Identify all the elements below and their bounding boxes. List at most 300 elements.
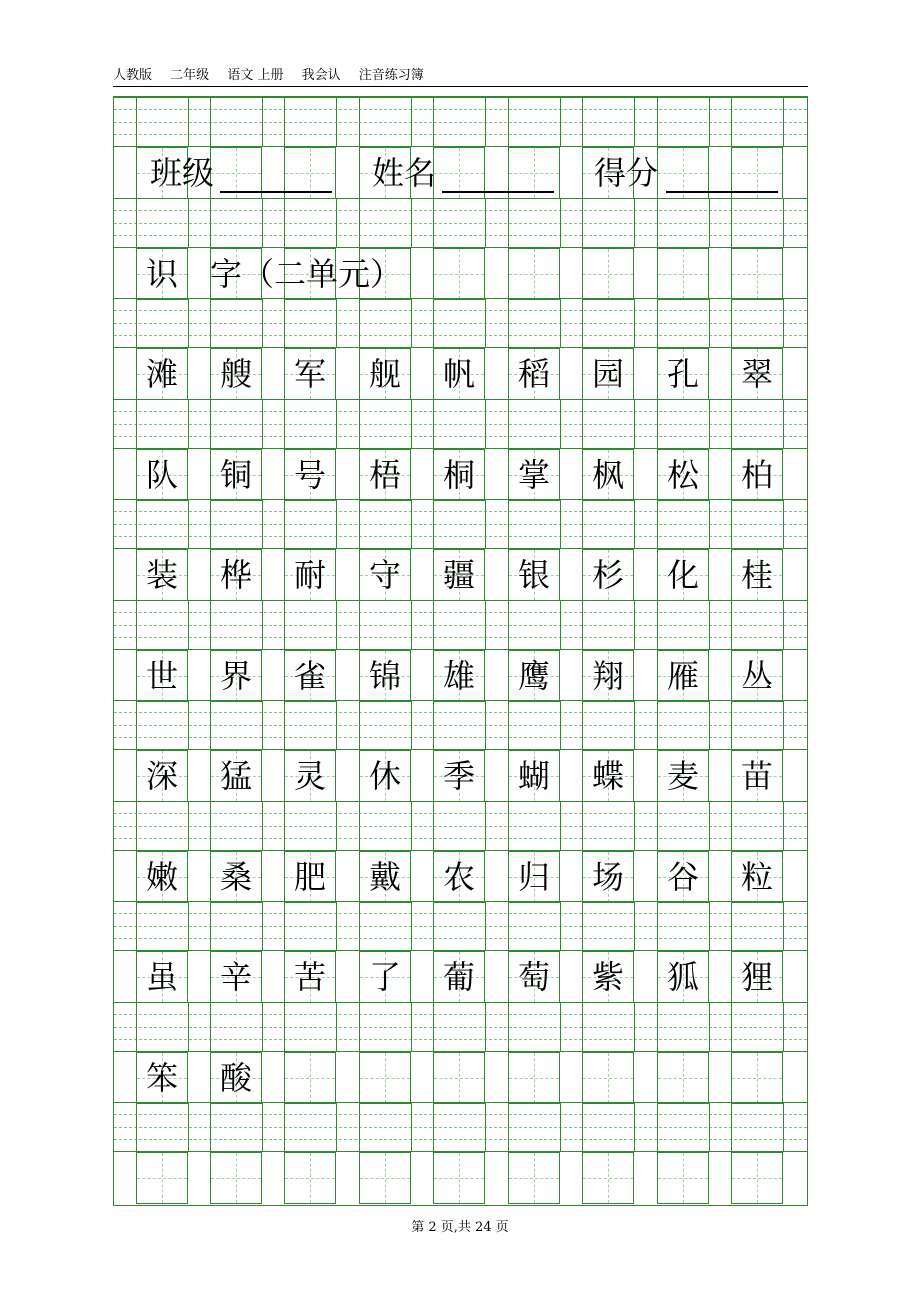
tianzige-cell[interactable]	[731, 549, 783, 601]
pinyin-divider	[657, 499, 658, 549]
pinyin-divider	[731, 298, 732, 348]
tianzige-cell[interactable]	[136, 1052, 188, 1104]
tianzige-cell[interactable]	[359, 650, 411, 702]
tianzige-cell[interactable]	[508, 750, 560, 802]
tianzige-cell[interactable]	[284, 750, 336, 802]
pinyin-divider	[485, 700, 486, 750]
pinyin-divider	[783, 700, 784, 750]
pinyin-divider	[485, 901, 486, 951]
character: 园	[591, 355, 624, 393]
pinyin-line	[114, 725, 807, 726]
tianzige-cell[interactable]	[731, 348, 783, 400]
pinyin-divider	[336, 97, 337, 147]
pinyin-line	[114, 436, 807, 437]
tianzige-cell[interactable]	[210, 750, 262, 802]
pinyin-line	[114, 1102, 807, 1103]
character: 号	[293, 456, 326, 494]
pinyin-line	[114, 134, 807, 135]
pinyin-divider	[731, 600, 732, 650]
pinyin-line	[114, 938, 807, 939]
character: 锦	[368, 657, 401, 695]
pinyin-line	[114, 223, 807, 224]
tianzige-cell[interactable]	[433, 449, 485, 501]
character: 桐	[442, 456, 475, 494]
pinyin-divider	[433, 700, 434, 750]
pinyin-divider	[284, 298, 285, 348]
tianzige-cell[interactable]	[657, 1052, 709, 1104]
pinyin-divider	[188, 198, 189, 248]
tianzige-cell[interactable]	[359, 1052, 411, 1104]
pinyin-divider	[284, 499, 285, 549]
pinyin-divider	[433, 1102, 434, 1152]
pinyin-divider	[210, 298, 211, 348]
tianzige-cell[interactable]	[582, 650, 634, 702]
pinyin-divider	[731, 1002, 732, 1052]
pinyin-divider	[210, 600, 211, 650]
tianzige-cell[interactable]	[731, 650, 783, 702]
character: 休	[368, 757, 401, 795]
pinyin-divider	[560, 97, 561, 147]
tianzige-cell[interactable]	[284, 951, 336, 1003]
pinyin-divider	[433, 499, 434, 549]
tianzige-cell[interactable]	[359, 1152, 411, 1204]
pinyin-divider	[411, 801, 412, 851]
pinyin-divider	[634, 1002, 635, 1052]
pinyin-line	[114, 838, 807, 839]
tianzige-cell[interactable]	[433, 851, 485, 903]
page-header	[113, 64, 808, 86]
pinyin-band	[114, 198, 807, 248]
character: 萄	[517, 958, 550, 996]
pinyin-divider	[411, 298, 412, 348]
character: 雁	[666, 657, 699, 695]
tianzige-cell[interactable]	[731, 1052, 783, 1104]
pinyin-divider	[359, 600, 360, 650]
character: 梧	[368, 456, 401, 494]
pinyin-line	[114, 637, 807, 638]
tianzige-cell[interactable]	[508, 951, 560, 1003]
tianzige-cell[interactable]	[508, 348, 560, 400]
pinyin-divider	[336, 901, 337, 951]
character: 舰	[368, 355, 401, 393]
pinyin-divider	[188, 600, 189, 650]
tianzige-cell[interactable]	[210, 851, 262, 903]
pinyin-divider	[709, 1102, 710, 1152]
pinyin-divider	[560, 700, 561, 750]
character: 鹰	[517, 657, 550, 695]
pinyin-divider	[411, 97, 412, 147]
tianzige-cell[interactable]	[657, 449, 709, 501]
character: 翔	[591, 657, 624, 695]
pinyin-divider	[359, 198, 360, 248]
pinyin-divider	[783, 1102, 784, 1152]
pinyin-divider	[634, 801, 635, 851]
pinyin-divider	[336, 801, 337, 851]
tianzige-cell[interactable]	[433, 348, 485, 400]
tianzige-cell[interactable]	[136, 851, 188, 903]
pinyin-divider	[508, 399, 509, 449]
pinyin-divider	[508, 198, 509, 248]
character-row	[114, 549, 807, 601]
pinyin-divider	[359, 801, 360, 851]
pinyin-divider	[433, 801, 434, 851]
pinyin-divider	[731, 399, 732, 449]
tianzige-cell[interactable]	[136, 549, 188, 601]
pinyin-divider	[634, 97, 635, 147]
pinyin-divider	[709, 198, 710, 248]
pinyin-line	[114, 1139, 807, 1140]
tianzige-cell[interactable]	[433, 951, 485, 1003]
character: 季	[442, 757, 475, 795]
pinyin-divider	[210, 399, 211, 449]
tianzige-cell[interactable]	[284, 851, 336, 903]
pinyin-line	[114, 1014, 807, 1015]
tianzige-cell[interactable]	[508, 851, 560, 903]
pinyin-line	[114, 524, 807, 525]
tianzige-cell[interactable]	[433, 650, 485, 702]
tianzige-cell[interactable]	[582, 750, 634, 802]
character: 杉	[591, 556, 624, 594]
name-blank-line[interactable]	[442, 191, 554, 193]
pinyin-band	[114, 1102, 807, 1152]
pinyin-divider	[634, 1102, 635, 1152]
tianzige-cell[interactable]	[508, 449, 560, 501]
character: 世	[145, 657, 178, 695]
pinyin-divider	[485, 97, 486, 147]
pinyin-divider	[508, 901, 509, 951]
pinyin-divider	[136, 499, 137, 549]
tianzige-cell[interactable]	[136, 750, 188, 802]
character: 孔	[666, 355, 699, 393]
character: 狸	[740, 958, 773, 996]
character: 蝶	[591, 757, 624, 795]
tianzige-cell[interactable]	[582, 851, 634, 903]
character: 粒	[740, 858, 773, 896]
pinyin-divider	[657, 298, 658, 348]
pinyin-divider	[433, 901, 434, 951]
pinyin-divider	[336, 700, 337, 750]
tianzige-cell[interactable]	[508, 650, 560, 702]
tianzige-cell[interactable]	[657, 549, 709, 601]
tianzige-cell[interactable]	[136, 1152, 188, 1204]
pinyin-divider	[657, 600, 658, 650]
pinyin-line	[114, 901, 807, 902]
tianzige-cell[interactable]	[433, 248, 485, 300]
character: 葡	[442, 958, 475, 996]
tianzige-cell[interactable]	[359, 449, 411, 501]
pinyin-divider	[508, 499, 509, 549]
character: 界	[219, 657, 252, 695]
pinyin-divider	[188, 499, 189, 549]
tianzige-cell[interactable]	[210, 449, 262, 501]
tianzige-cell[interactable]	[582, 951, 634, 1003]
pinyin-divider	[284, 399, 285, 449]
pinyin-divider	[336, 298, 337, 348]
character: 麦	[666, 757, 699, 795]
pinyin-divider	[709, 499, 710, 549]
pinyin-divider	[262, 399, 263, 449]
pinyin-line	[114, 700, 807, 701]
tianzige-cell[interactable]	[359, 951, 411, 1003]
pinyin-line	[114, 310, 807, 311]
pinyin-divider	[709, 901, 710, 951]
character: 猛	[219, 757, 252, 795]
class-blank-line[interactable]	[220, 191, 332, 193]
header-edition: 人教版	[113, 68, 153, 83]
pinyin-line	[114, 1027, 807, 1028]
header-book: 注音练习簿	[358, 68, 424, 83]
pinyin-divider	[336, 600, 337, 650]
pinyin-divider	[783, 600, 784, 650]
character: 掌	[517, 456, 550, 494]
pinyin-divider	[582, 1102, 583, 1152]
pinyin-divider	[411, 499, 412, 549]
pinyin-divider	[284, 97, 285, 147]
tianzige-cell[interactable]	[210, 549, 262, 601]
tianzige-cell[interactable]	[433, 750, 485, 802]
pinyin-divider	[709, 97, 710, 147]
tianzige-cell[interactable]	[136, 951, 188, 1003]
tianzige-cell[interactable]	[359, 851, 411, 903]
pinyin-divider	[508, 1002, 509, 1052]
tianzige-cell[interactable]	[284, 549, 336, 601]
character: 军	[293, 355, 326, 393]
pinyin-divider	[188, 97, 189, 147]
character: 疆	[442, 556, 475, 594]
tianzige-cell[interactable]	[210, 348, 262, 400]
pinyin-divider	[411, 901, 412, 951]
tianzige-cell[interactable]	[284, 650, 336, 702]
pinyin-line	[114, 801, 807, 802]
pinyin-divider	[262, 97, 263, 147]
pinyin-divider	[210, 97, 211, 147]
tianzige-cell[interactable]	[210, 1052, 262, 1104]
pinyin-divider	[783, 298, 784, 348]
pinyin-divider	[359, 97, 360, 147]
tianzige-cell[interactable]	[582, 449, 634, 501]
character-row	[114, 951, 807, 1003]
tianzige-cell[interactable]	[136, 348, 188, 400]
pinyin-band	[114, 499, 807, 549]
tianzige-cell[interactable]	[433, 549, 485, 601]
pinyin-divider	[411, 600, 412, 650]
character: 银	[517, 556, 550, 594]
character: 桂	[740, 556, 773, 594]
pinyin-divider	[411, 1002, 412, 1052]
character: 场	[591, 858, 624, 896]
pinyin-divider	[284, 901, 285, 951]
tianzige-cell[interactable]	[433, 1152, 485, 1204]
pinyin-line	[114, 109, 807, 110]
pinyin-line	[114, 499, 807, 500]
pinyin-divider	[210, 901, 211, 951]
header-section: 我会认	[301, 68, 341, 83]
pinyin-divider	[560, 801, 561, 851]
character-row	[114, 348, 807, 400]
tianzige-cell[interactable]	[359, 750, 411, 802]
pinyin-divider	[560, 901, 561, 951]
character: 枫	[591, 456, 624, 494]
pinyin-line	[114, 625, 807, 626]
pinyin-divider	[582, 399, 583, 449]
pinyin-divider	[262, 801, 263, 851]
tianzige-cell[interactable]	[284, 348, 336, 400]
tianzige-cell[interactable]	[136, 449, 188, 501]
pinyin-divider	[485, 298, 486, 348]
pinyin-divider	[433, 198, 434, 248]
tianzige-cell[interactable]	[731, 750, 783, 802]
pinyin-divider	[731, 901, 732, 951]
pinyin-divider	[783, 97, 784, 147]
pinyin-line	[114, 198, 807, 199]
tianzige-cell[interactable]	[582, 1052, 634, 1104]
tianzige-cell[interactable]	[657, 851, 709, 903]
pinyin-line	[114, 737, 807, 738]
tianzige-cell[interactable]	[284, 1152, 336, 1204]
pinyin-divider	[433, 600, 434, 650]
pinyin-divider	[262, 198, 263, 248]
character: 桦	[219, 556, 252, 594]
pinyin-divider	[657, 1102, 658, 1152]
character: 丛	[740, 657, 773, 695]
pinyin-divider	[485, 1002, 486, 1052]
header-rule	[113, 86, 808, 87]
pinyin-divider	[582, 600, 583, 650]
pinyin-divider	[136, 901, 137, 951]
pinyin-divider	[508, 97, 509, 147]
header-grade: 二年级	[170, 68, 210, 83]
pinyin-line	[114, 1114, 807, 1115]
pinyin-divider	[657, 700, 658, 750]
pinyin-divider	[136, 298, 137, 348]
pinyin-line	[114, 600, 807, 601]
tianzige-cell[interactable]	[210, 650, 262, 702]
character: 帆	[442, 355, 475, 393]
character-row	[114, 147, 807, 199]
tianzige-cell[interactable]	[731, 449, 783, 501]
tianzige-cell[interactable]	[582, 1152, 634, 1204]
character: 松	[666, 456, 699, 494]
pinyin-line	[114, 122, 807, 123]
pinyin-divider	[262, 901, 263, 951]
character: 柏	[740, 456, 773, 494]
pinyin-divider	[508, 1102, 509, 1152]
pinyin-divider	[634, 600, 635, 650]
pinyin-divider	[731, 499, 732, 549]
tianzige-cell[interactable]	[359, 549, 411, 601]
pinyin-divider	[359, 499, 360, 549]
pinyin-divider	[634, 901, 635, 951]
pinyin-line	[114, 612, 807, 613]
tianzige-cell[interactable]	[284, 1052, 336, 1104]
character: 雄	[442, 657, 475, 695]
character: 深	[145, 757, 178, 795]
pinyin-divider	[359, 901, 360, 951]
pinyin-line	[114, 511, 807, 512]
pinyin-divider	[262, 1102, 263, 1152]
pinyin-divider	[657, 801, 658, 851]
pinyin-divider	[582, 97, 583, 147]
pinyin-divider	[433, 399, 434, 449]
tianzige-cell[interactable]	[731, 248, 783, 300]
pinyin-divider	[336, 1002, 337, 1052]
pinyin-divider	[210, 700, 211, 750]
tianzige-cell[interactable]	[582, 549, 634, 601]
tianzige-cell[interactable]	[433, 1052, 485, 1104]
pinyin-divider	[560, 298, 561, 348]
tianzige-cell[interactable]	[508, 1052, 560, 1104]
tianzige-cell[interactable]	[731, 1152, 783, 1204]
pinyin-divider	[411, 700, 412, 750]
tianzige-cell[interactable]	[284, 449, 336, 501]
pinyin-divider	[284, 600, 285, 650]
pinyin-divider	[560, 1002, 561, 1052]
pinyin-band	[114, 801, 807, 851]
pinyin-divider	[411, 399, 412, 449]
pinyin-line	[114, 1002, 807, 1003]
pinyin-divider	[634, 499, 635, 549]
name-label: 姓名	[372, 154, 437, 192]
tianzige-cell[interactable]	[359, 348, 411, 400]
tianzige-cell[interactable]	[657, 750, 709, 802]
section-title: 识 字（二单元）	[146, 255, 403, 293]
pinyin-divider	[359, 700, 360, 750]
pinyin-divider	[262, 1002, 263, 1052]
character: 笨	[145, 1059, 178, 1097]
pinyin-divider	[284, 1002, 285, 1052]
character: 化	[666, 556, 699, 594]
pinyin-divider	[582, 198, 583, 248]
character-row	[114, 851, 807, 903]
tianzige-cell[interactable]	[582, 348, 634, 400]
pinyin-divider	[582, 901, 583, 951]
pinyin-divider	[634, 700, 635, 750]
tianzige-cell[interactable]	[657, 951, 709, 1003]
pinyin-divider	[136, 801, 137, 851]
score-blank-line[interactable]	[666, 191, 778, 193]
tianzige-cell[interactable]	[731, 851, 783, 903]
tianzige-cell[interactable]	[508, 549, 560, 601]
tianzige-cell[interactable]	[657, 248, 709, 300]
tianzige-cell[interactable]	[508, 1152, 560, 1204]
pinyin-divider	[783, 901, 784, 951]
tianzige-cell[interactable]	[210, 951, 262, 1003]
pinyin-divider	[709, 399, 710, 449]
pinyin-divider	[262, 600, 263, 650]
tianzige-cell[interactable]	[657, 1152, 709, 1204]
tianzige-cell[interactable]	[731, 951, 783, 1003]
pinyin-divider	[508, 700, 509, 750]
pinyin-divider	[709, 801, 710, 851]
tianzige-cell[interactable]	[657, 650, 709, 702]
pinyin-divider	[210, 198, 211, 248]
tianzige-cell[interactable]	[210, 1152, 262, 1204]
tianzige-cell[interactable]	[657, 348, 709, 400]
character: 艘	[219, 355, 252, 393]
character: 苦	[293, 958, 326, 996]
pinyin-line	[114, 813, 807, 814]
tianzige-cell[interactable]	[582, 248, 634, 300]
pinyin-divider	[359, 399, 360, 449]
pinyin-divider	[210, 1002, 211, 1052]
tianzige-cell[interactable]	[508, 248, 560, 300]
tianzige-cell[interactable]	[136, 650, 188, 702]
pinyin-divider	[136, 600, 137, 650]
pinyin-divider	[188, 1102, 189, 1152]
pinyin-divider	[210, 499, 211, 549]
character-row	[114, 650, 807, 702]
pinyin-divider	[783, 499, 784, 549]
